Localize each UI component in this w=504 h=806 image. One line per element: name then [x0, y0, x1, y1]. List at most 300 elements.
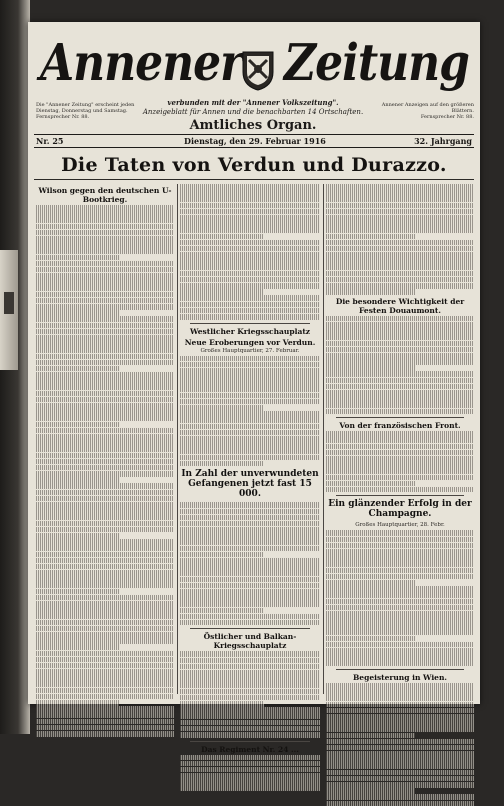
print-line: [180, 502, 320, 508]
column-3: [326, 184, 474, 694]
print-line: [36, 477, 119, 483]
print-line: [36, 459, 174, 465]
print-line: [36, 292, 174, 298]
print-line: [180, 695, 320, 701]
print-line: [36, 378, 174, 384]
print-line: [180, 577, 320, 583]
print-line: [180, 689, 320, 695]
section-headline: Westlicher Kriegsschauplatz: [189, 326, 311, 336]
print-line: [36, 651, 174, 657]
print-line: [36, 329, 174, 335]
print-line: [36, 576, 174, 582]
print-line: [180, 785, 320, 791]
article-body: [180, 184, 320, 320]
print-line: [36, 236, 174, 242]
article-body: [326, 184, 474, 295]
print-line: [180, 564, 320, 570]
print-line: [180, 302, 320, 308]
print-line: [326, 636, 415, 642]
print-line: [180, 411, 320, 417]
print-line: [36, 422, 119, 428]
print-line: [36, 217, 174, 223]
newspaper-page: [28, 22, 480, 754]
masthead-subtitle-2: Anzeigeblatt für Annen und die benachbarten 14 Ortschaften.: [142, 108, 364, 116]
print-line: [36, 712, 174, 718]
section-headline: Die besondere Wichtigkeit der Festen Douaumont.: [335, 296, 465, 315]
print-line: [180, 682, 320, 688]
print-line: [36, 700, 119, 706]
print-line: [36, 638, 174, 644]
print-line: [326, 341, 474, 347]
print-line: [36, 471, 174, 477]
section-rule: [336, 417, 464, 418]
print-line: [180, 314, 320, 320]
print-line: [36, 298, 174, 304]
print-line: [326, 611, 474, 617]
print-line: [36, 644, 119, 650]
print-line: [36, 360, 174, 366]
article-body: [180, 755, 320, 792]
side-note-right: [374, 102, 474, 120]
print-line: [326, 390, 474, 396]
column-divider: [177, 184, 178, 694]
print-line: [326, 702, 474, 708]
print-line: [36, 607, 174, 613]
print-line: [326, 396, 474, 402]
print-line: [326, 720, 474, 726]
print-line: [326, 568, 474, 574]
print-line: [326, 328, 474, 334]
article-body: [180, 356, 320, 467]
print-line: [36, 273, 174, 279]
print-line: [326, 586, 474, 592]
print-line: [36, 582, 174, 588]
dateline: [34, 134, 474, 148]
print-line: [180, 732, 320, 738]
print-line: [326, 316, 474, 322]
print-line: [180, 399, 320, 405]
print-line: [36, 415, 174, 421]
print-line: [180, 424, 320, 430]
section-subheadline: Neue Eroberungen vor Verdun.: [184, 337, 316, 347]
print-line: [326, 487, 474, 493]
print-line: [180, 779, 320, 785]
print-line: [36, 323, 174, 329]
print-line: [180, 658, 320, 664]
print-line: [180, 234, 264, 240]
print-line: [36, 453, 174, 459]
print-line: [36, 657, 174, 663]
print-line: [326, 322, 474, 328]
print-line: [180, 670, 320, 676]
print-line: [36, 354, 174, 360]
print-line: [180, 209, 320, 215]
print-line: [180, 707, 320, 713]
print-line: [180, 570, 320, 576]
print-line: [36, 279, 174, 285]
print-line: [326, 384, 474, 390]
print-line: [326, 450, 474, 456]
side-note-left-footer: Fernsprecher Nr. 88.: [36, 114, 90, 120]
print-line: [180, 713, 320, 719]
print-line: [326, 353, 474, 359]
print-line: [180, 461, 264, 467]
print-line: [180, 521, 320, 527]
print-line: [326, 481, 415, 487]
print-line: [36, 539, 174, 545]
print-line: [36, 620, 174, 626]
print-line: [326, 264, 474, 270]
side-note-left-text: Die "Annener Zeitung" erscheint jeden Dienstag, Donnerstag und Samstag.: [36, 102, 135, 114]
print-line: [36, 725, 174, 731]
print-line: [36, 601, 174, 607]
print-line: [180, 221, 320, 227]
print-line: [326, 788, 415, 794]
print-line: [326, 708, 474, 714]
print-line: [36, 205, 174, 211]
print-line: [180, 289, 264, 295]
print-line: [180, 755, 320, 761]
print-line: [326, 283, 474, 289]
print-line: [36, 490, 174, 496]
article-headline: Wilson gegen den deutschen U-Bootkrieg.: [38, 186, 172, 204]
print-line: [36, 285, 174, 291]
side-note-left: [36, 102, 136, 120]
section-rule: [336, 495, 464, 496]
print-line: [326, 660, 474, 666]
print-line: [36, 267, 174, 273]
print-line: [36, 731, 174, 737]
print-line: [36, 514, 174, 520]
print-line: [326, 196, 474, 202]
print-line: [36, 403, 174, 409]
print-line: [36, 440, 174, 446]
section-rule: [336, 669, 464, 670]
print-line: [180, 761, 320, 767]
print-line: [180, 601, 320, 607]
print-line: [36, 527, 174, 533]
print-line: [326, 190, 474, 196]
section-dateline: Großes Hauptquartier, 27. Februar.: [200, 347, 300, 354]
print-line: [36, 384, 174, 390]
article-body: [36, 205, 174, 737]
print-line: [36, 632, 174, 638]
print-line: [326, 561, 474, 567]
print-line: [180, 448, 320, 454]
print-line: [36, 663, 174, 669]
print-line: [326, 782, 474, 788]
print-line: [326, 184, 474, 190]
print-line: [36, 496, 174, 502]
print-line: [36, 341, 174, 347]
section-dateline: Großes Hauptquartier, 28. Febr.: [355, 522, 445, 529]
print-line: [180, 430, 320, 436]
print-line: [326, 203, 474, 209]
print-line: [326, 689, 474, 695]
print-line: [180, 546, 320, 552]
section-rule: [190, 628, 310, 629]
masthead-title-left: Annener: [40, 34, 243, 93]
article-body: [326, 683, 474, 806]
print-line: [180, 539, 320, 545]
print-line: [326, 695, 474, 701]
print-line: [326, 648, 474, 654]
print-line: [36, 409, 174, 415]
print-line: [326, 221, 474, 227]
print-line: [36, 446, 174, 452]
print-line: [36, 248, 174, 254]
print-line: [326, 378, 474, 384]
print-line: [180, 726, 320, 732]
print-line: [326, 402, 474, 408]
print-line: [180, 283, 320, 289]
print-line: [326, 733, 415, 739]
print-line: [180, 374, 320, 380]
print-line: [180, 608, 264, 614]
print-line: [180, 386, 320, 392]
print-line: [180, 356, 320, 362]
print-line: [180, 308, 320, 314]
print-line: [36, 669, 174, 675]
print-line: [36, 211, 174, 217]
print-line: [326, 592, 474, 598]
print-line: [36, 613, 174, 619]
volume-year: 32. Jahrgang: [414, 136, 472, 146]
headline-rule: [34, 179, 474, 180]
print-line: [180, 277, 320, 283]
print-line: [326, 456, 474, 462]
print-line: [326, 654, 474, 660]
print-line: [326, 437, 474, 443]
print-line: [180, 767, 320, 773]
print-line: [326, 617, 474, 623]
masthead-title-right: Zeitung: [284, 34, 469, 93]
print-line: [180, 362, 320, 368]
print-line: [326, 371, 474, 377]
side-note-right-text: Annener Anzeigen auf den größeren Blättern.: [381, 102, 474, 114]
print-line: [326, 770, 474, 776]
print-line: [180, 527, 320, 533]
print-line: [36, 372, 174, 378]
print-line: [36, 316, 174, 322]
print-line: [36, 626, 174, 632]
print-line: [326, 475, 474, 481]
issue-date: Dienstag, den 29. Februar 1916: [184, 136, 326, 146]
print-line: [36, 688, 174, 694]
print-line: [36, 224, 174, 230]
print-line: [180, 264, 320, 270]
section-headline: Östlicher und Balkan-Kriegsschauplatz: [203, 632, 297, 651]
print-line: [180, 620, 320, 626]
print-line: [36, 570, 174, 576]
print-line: [326, 726, 474, 732]
print-line: [36, 533, 119, 539]
section-headline: Begeisterung in Wien.: [352, 673, 448, 682]
column-2: [180, 184, 320, 754]
print-line: [36, 347, 174, 353]
print-line: [180, 368, 320, 374]
print-line: [180, 583, 320, 589]
print-line: [180, 240, 320, 246]
print-line: [180, 509, 320, 515]
print-line: [326, 801, 474, 806]
print-line: [36, 681, 174, 687]
print-line: [36, 595, 174, 601]
print-line: [180, 614, 320, 620]
print-line: [36, 397, 174, 403]
print-line: [326, 462, 474, 468]
print-line: [36, 242, 174, 248]
print-line: [326, 277, 474, 283]
print-line: [326, 347, 474, 353]
print-line: [180, 595, 320, 601]
print-line: [36, 552, 174, 558]
print-line: [180, 196, 320, 202]
print-line: [180, 515, 320, 521]
issue-number: Nr. 25: [36, 136, 64, 146]
print-line: [180, 190, 320, 196]
print-line: [36, 558, 174, 564]
print-line: [326, 246, 474, 252]
section-rule: [190, 741, 310, 742]
print-line: [180, 651, 320, 657]
print-line: [180, 442, 320, 448]
section-headline: Das Regiment Nr. 24 ...: [201, 744, 299, 754]
coat-of-arms-icon: [239, 48, 277, 92]
print-line: [326, 215, 474, 221]
masthead-subtitle: verbunden mit der "Annener Volkszeitung".: [167, 98, 339, 107]
print-line: [326, 537, 474, 543]
print-line: [36, 230, 174, 236]
print-line: [36, 589, 119, 595]
highlight-headline: Ein glänzender Erfolg in der Champagne.: [328, 499, 472, 520]
print-line: [36, 366, 119, 372]
print-line: [326, 757, 474, 763]
print-line: [180, 215, 320, 221]
print-line: [326, 409, 474, 415]
article-body: [326, 530, 474, 666]
print-line: [180, 405, 264, 411]
print-line: [36, 304, 174, 310]
print-line: [180, 380, 320, 386]
print-line: [36, 694, 174, 700]
print-line: [326, 714, 474, 720]
print-line: [180, 227, 320, 233]
section-rule: [190, 323, 310, 324]
main-headline: Die Taten von Verdun und Durazzo.: [61, 154, 447, 176]
print-line: [326, 359, 474, 365]
column-divider: [323, 184, 324, 694]
print-line: [326, 642, 474, 648]
print-line: [180, 252, 320, 258]
print-line: [326, 271, 474, 277]
print-line: [36, 706, 174, 712]
print-line: [326, 234, 415, 240]
print-line: [36, 483, 174, 489]
print-line: [326, 444, 474, 450]
print-line: [36, 310, 119, 316]
print-line: [180, 436, 320, 442]
print-line: [180, 393, 320, 399]
print-line: [326, 543, 474, 549]
print-line: [36, 255, 119, 261]
print-line: [326, 365, 415, 371]
print-line: [36, 564, 174, 570]
print-line: [326, 574, 474, 580]
print-line: [180, 246, 320, 252]
print-line: [36, 502, 174, 508]
print-line: [326, 530, 474, 536]
print-line: [36, 508, 174, 514]
print-line: [326, 240, 474, 246]
print-line: [326, 683, 474, 689]
print-line: [326, 629, 474, 635]
print-line: [36, 545, 174, 551]
print-line: [36, 719, 174, 725]
print-line: [36, 465, 174, 471]
print-line: [326, 431, 474, 437]
print-line: [326, 468, 474, 474]
print-line: [326, 599, 474, 605]
print-line: [180, 701, 264, 707]
print-line: [326, 794, 474, 800]
print-line: [326, 258, 474, 264]
print-line: [326, 776, 474, 782]
print-line: [326, 227, 474, 233]
print-line: [36, 675, 174, 681]
print-line: [36, 391, 174, 397]
print-line: [180, 720, 320, 726]
print-line: [180, 558, 320, 564]
print-line: [326, 763, 474, 769]
print-line: [36, 335, 174, 341]
article-body: [326, 431, 474, 492]
print-line: [180, 295, 320, 301]
official-organ-label: Amtliches Organ.: [189, 118, 317, 133]
article-body: [180, 502, 320, 625]
print-line: [180, 455, 320, 461]
print-line: [326, 751, 474, 757]
print-line: [326, 252, 474, 258]
print-line: [326, 745, 474, 751]
section-headline: Von der französischen Front.: [339, 421, 461, 431]
print-line: [326, 623, 474, 629]
print-line: [326, 334, 474, 340]
print-line: [180, 417, 320, 423]
print-line: [326, 605, 474, 611]
print-line: [180, 589, 320, 595]
print-line: [180, 676, 320, 682]
print-line: [180, 664, 320, 670]
print-line: [180, 184, 320, 190]
print-line: [36, 434, 174, 440]
print-line: [180, 773, 320, 779]
column-1: [36, 184, 174, 694]
print-line: [180, 258, 320, 264]
print-line: [36, 428, 174, 434]
article-body: [180, 651, 320, 737]
binding-mark: [4, 292, 14, 314]
print-line: [326, 739, 474, 745]
print-line: [180, 271, 320, 277]
print-line: [180, 533, 320, 539]
print-line: [180, 552, 264, 558]
print-line: [36, 521, 174, 527]
side-note-right-footer: Fernsprecher Nr. 88.: [420, 114, 474, 120]
print-line: [326, 289, 415, 295]
article-body: [326, 316, 474, 414]
print-line: [36, 261, 174, 267]
